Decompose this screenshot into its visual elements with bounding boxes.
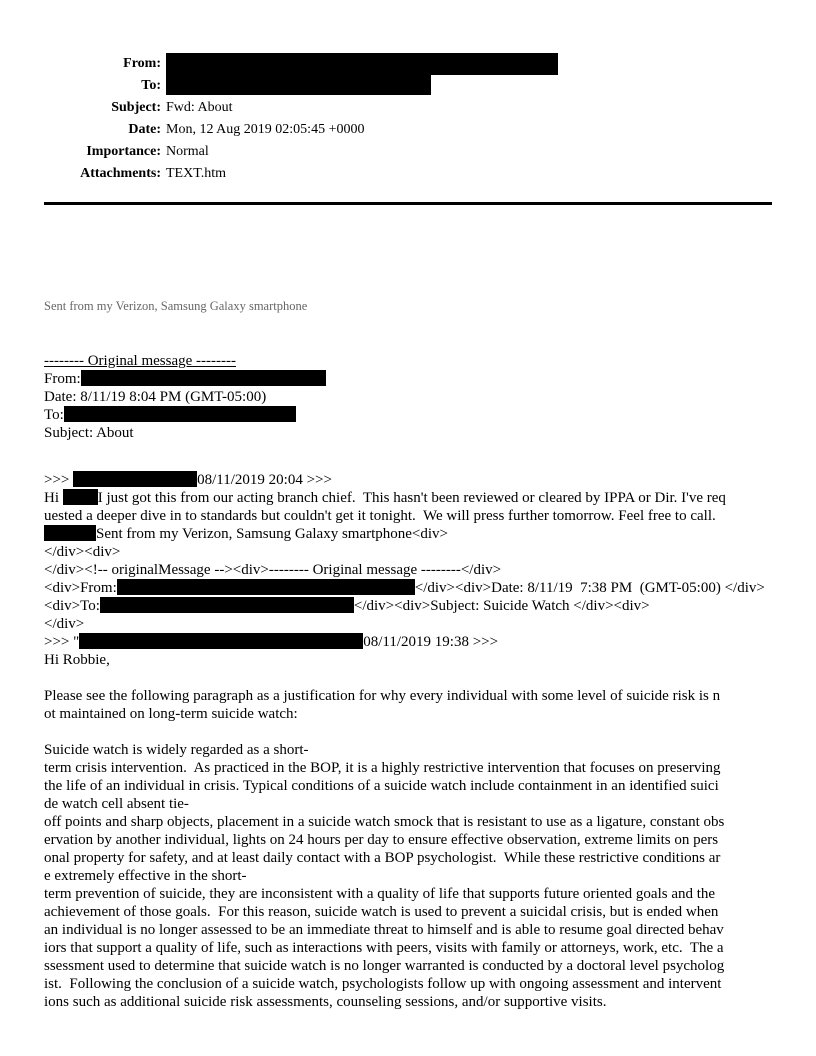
header-field-label: Subject:	[111, 100, 161, 115]
header-field-label: From:	[123, 56, 161, 71]
header-field-row	[44, 163, 558, 185]
text-segment: Hi Robbie,	[44, 652, 110, 668]
text-line	[44, 597, 816, 615]
text-segment: Sent from my Verizon, Samsung Galaxy smartphone<div>	[96, 526, 449, 542]
text-segment: <div>From:	[44, 580, 117, 596]
redaction-bar	[44, 525, 96, 541]
text-line	[44, 388, 816, 406]
text-line	[44, 939, 816, 957]
text-segment: 08/11/2019 20:04 >>>	[197, 472, 332, 488]
text-segment: achievement of those goals. For this reason, suicide watch is used to prevent a suicidal crisis, but is ended when	[44, 904, 719, 920]
text-segment: -------- Original message --------	[44, 353, 236, 369]
text-line	[44, 633, 816, 651]
text-line	[44, 849, 816, 867]
text-line	[44, 813, 816, 831]
text-segment: </div><div>Date: 8/11/19 7:38 PM (GMT-05:00) </div>	[414, 580, 765, 596]
header-field-label: Importance:	[86, 144, 161, 159]
text-segment: </div><!-- originalMessage --><div>-------- Original message --------</div>	[44, 562, 502, 578]
text-line	[44, 406, 816, 424]
text-line	[44, 993, 816, 1011]
text-segment: >>>	[44, 472, 74, 488]
text-line	[44, 921, 816, 939]
text-segment: Hi	[44, 490, 63, 506]
header-field-label: To:	[141, 78, 161, 93]
text-segment: </div><div>Subject: Suicide Watch </div><div>	[353, 598, 650, 614]
header-field-row	[44, 53, 558, 75]
redaction-bar	[79, 633, 363, 649]
text-segment: Please see the following paragraph as a justification for why every individual with some level of suicide risk is n	[44, 688, 721, 704]
redaction-bar	[73, 471, 197, 487]
text-line	[44, 579, 816, 597]
signature-text: Sent from my Verizon, Samsung Galaxy smartphone	[44, 299, 308, 313]
text-segment: ist. Following the conclusion of a suicide watch, psychologists follow up with ongoing assessment and intervent	[44, 976, 722, 992]
text-segment: </div><div>	[44, 544, 121, 560]
header-field-value: Fwd: About	[166, 100, 233, 115]
header-divider	[44, 202, 772, 205]
text-line	[44, 777, 816, 795]
text-line	[44, 489, 816, 507]
text-segment: uested a deeper dive in to standards but couldn't get it tonight. We will press further tomorrow. Feel free to call.	[44, 508, 716, 524]
text-segment: >>> "	[44, 634, 80, 650]
text-line	[44, 741, 816, 759]
text-segment: <div>To:	[44, 598, 100, 614]
text-line	[44, 795, 816, 813]
text-line	[44, 471, 816, 489]
text-segment: ions such as additional suicide risk assessments, counseling sessions, and/or supportive visits.	[44, 994, 607, 1010]
text-line	[44, 370, 816, 388]
text-line	[44, 561, 816, 579]
header-field-value: Mon, 12 Aug 2019 02:05:45 +0000	[166, 122, 365, 137]
redaction-bar	[100, 597, 354, 613]
text-line	[44, 525, 816, 543]
text-segment: Date: 8/11/19 8:04 PM (GMT-05:00)	[44, 389, 267, 405]
header-field-label: Attachments:	[80, 166, 161, 181]
redaction-bar	[166, 53, 558, 75]
text-segment: Subject: About	[44, 425, 134, 441]
text-segment: e extremely effective in the short-	[44, 868, 247, 884]
text-segment: ervation by another individual, lights on 24 hours per day to ensure effective observation, extreme limits on pers	[44, 832, 719, 848]
redaction-bar	[81, 370, 326, 386]
text-line	[44, 352, 816, 370]
redaction-bar	[117, 579, 415, 595]
header-field-label: Date:	[128, 122, 161, 137]
text-line	[44, 723, 816, 741]
text-line	[44, 507, 816, 525]
text-segment: term crisis intervention. As practiced in the BOP, it is a highly restrictive intervention that focuses on preserving	[44, 760, 721, 776]
text-line	[44, 759, 816, 777]
header-field-value	[161, 53, 558, 75]
text-segment: iors that support a quality of life, such as interactions with peers, visits with family or attorneys, work, etc. The a	[44, 940, 724, 956]
text-segment: </div>	[44, 616, 85, 632]
text-line	[44, 831, 816, 849]
redaction-bar	[63, 489, 98, 505]
text-segment: de watch cell absent tie-	[44, 796, 189, 812]
text-segment: ot maintained on long-term suicide watch:	[44, 706, 298, 722]
text-line	[44, 543, 816, 561]
header-field-value: Normal	[166, 144, 209, 159]
text-segment: off points and sharp objects, placement in a suicide watch smock that is resistant to use as a ligature, constant obs	[44, 814, 725, 830]
email-header	[44, 53, 558, 185]
text-segment: term prevention of suicide, they are inconsistent with a quality of life that supports future oriented goals and the	[44, 886, 716, 902]
text-line	[44, 957, 816, 975]
text-segment: I just got this from our acting branch chief. This hasn't been reviewed or cleared by IPPA or Dir. I've req	[97, 490, 726, 506]
text-line	[44, 903, 816, 921]
text-line	[44, 424, 816, 442]
redaction-bar	[64, 406, 296, 422]
text-segment: ssessment used to determine that suicide watch is no longer warranted is conducted by a doctoral level psycholog	[44, 958, 725, 974]
text-line	[44, 669, 816, 687]
text-segment: an individual is no longer assessed to be an immediate threat to himself and is able to resume goal directed behav	[44, 922, 724, 938]
text-segment: From:	[44, 371, 81, 387]
text-line	[44, 651, 816, 669]
text-line	[44, 687, 816, 705]
text-line	[44, 885, 816, 903]
header-field-value	[161, 75, 431, 97]
header-field-row	[44, 75, 558, 97]
header-field-value: TEXT.htm	[166, 166, 227, 181]
text-segment: the life of an individual in crisis. Typical conditions of a suicide watch include containment in an identified suici	[44, 778, 719, 794]
email-body-block	[44, 471, 816, 1011]
text-line	[44, 705, 816, 723]
header-field-row	[44, 97, 558, 119]
redaction-bar	[166, 75, 431, 95]
text-line	[44, 615, 816, 633]
text-line	[44, 867, 816, 885]
text-segment: 08/11/2019 19:38 >>>	[363, 634, 499, 650]
header-field-row	[44, 141, 558, 163]
text-segment: onal property for safety, and at least daily contact with a BOP psychologist. While these restrictive conditions ar	[44, 850, 721, 866]
text-segment: Suicide watch is widely regarded as a short-	[44, 742, 309, 758]
original-message-block	[44, 352, 816, 442]
text-line	[44, 975, 816, 993]
text-segment: To:	[44, 407, 64, 423]
header-field-row	[44, 119, 558, 141]
